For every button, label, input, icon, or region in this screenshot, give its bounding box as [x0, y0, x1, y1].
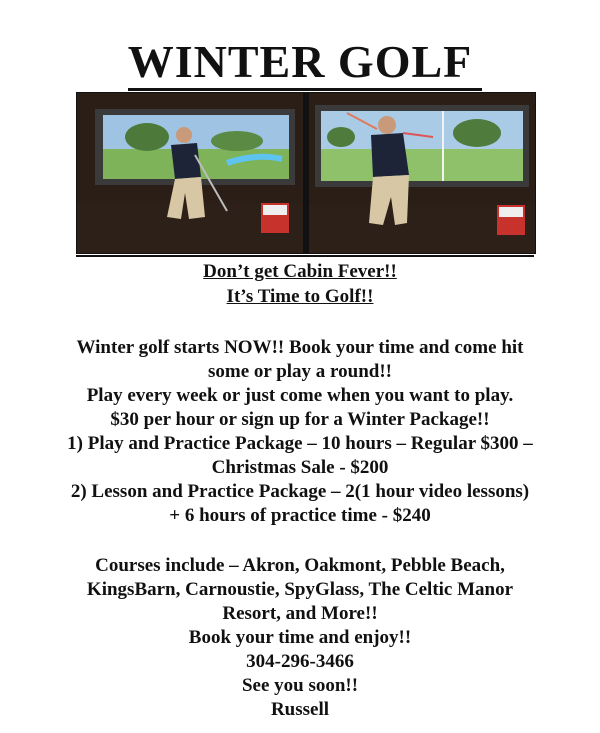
golf-simulator-photos	[76, 92, 536, 254]
body-line: Play every week or just come when you want to play.	[86, 385, 514, 406]
courses-line: Resort, and More!!	[222, 603, 378, 624]
simulator-photo-right	[309, 93, 535, 253]
package-2-line: 2) Lesson and Practice Package – 2(1 hour video lessons)	[70, 481, 530, 502]
package-2-price-line: + 6 hours of practice time - $240	[169, 505, 431, 526]
closing-line: Book your time and enjoy!!	[188, 627, 412, 648]
spacer	[0, 528, 600, 554]
photo-underline	[76, 255, 534, 257]
flyer-title: WINTER GOLF	[127, 36, 473, 87]
courses-line: KingsBarn, Carnoustie, SpyGlass, The Celtic Manor	[86, 579, 514, 600]
title-underline	[128, 88, 482, 91]
phone-number: 304-296-3466	[246, 651, 354, 672]
package-1-sale-line: Christmas Sale - $200	[211, 457, 389, 478]
body-line: $30 per hour or sign up for a Winter Package!!	[110, 409, 490, 430]
headline-cabin-fever: Don’t get Cabin Fever!!	[203, 261, 397, 282]
flyer-body	[0, 336, 600, 722]
courses-line: Courses include – Akron, Oakmont, Pebble Beach,	[95, 555, 505, 576]
headline-time-to-golf: It’s Time to Golf!!	[226, 286, 374, 307]
signoff-line: See you soon!!	[241, 675, 359, 696]
body-line: some or play a round!!	[207, 361, 393, 382]
body-line: Winter golf starts NOW!! Book your time and come hit	[76, 337, 524, 358]
signature-name: Russell	[270, 699, 330, 720]
simulator-photo-left	[77, 93, 303, 253]
package-1-line: 1) Play and Practice Package – 10 hours – Regular $300 –	[67, 433, 533, 454]
